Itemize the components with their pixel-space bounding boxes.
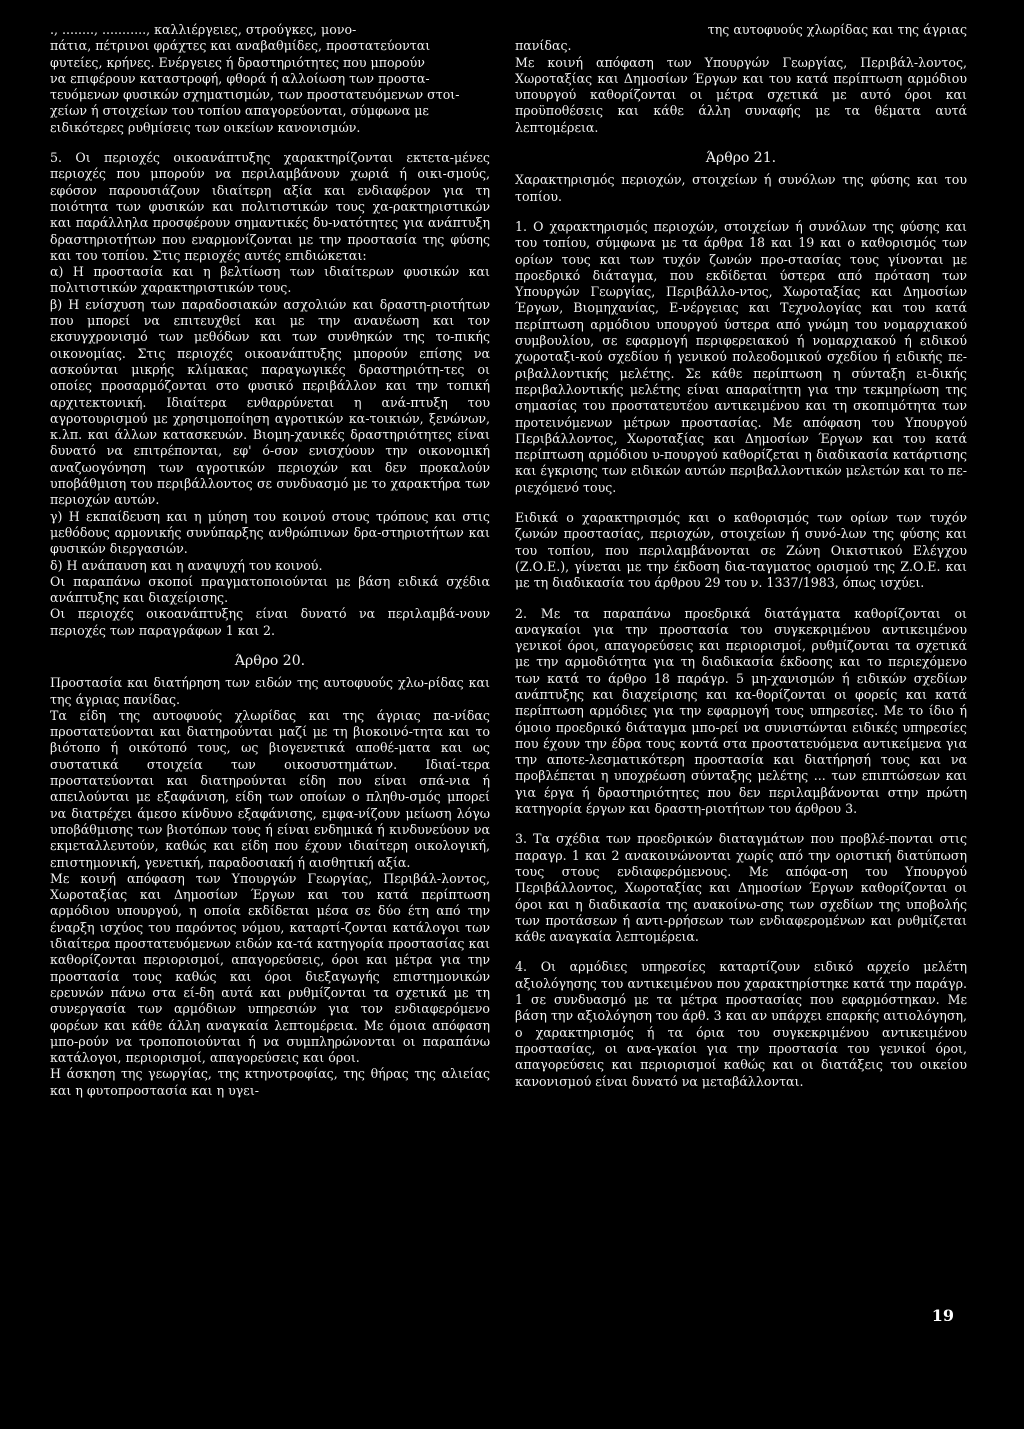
article-21-paragraph-1: 1. Ο χαρακτηρισμός περιοχών, στοιχείων ή συνόλων της φύσης και του τοπίου, σύμφωνα με τα άρθρα 18 και 19 και ο καθορισμός των ορίων τους και των τυχόν ζωνών προ-στασίας τους γίνονται με προεδρικό διάταγμα, που εκδίδεται ύστερα από πρόταση των Υπουργών Γεωργίας, Περιβάλλο-ντος, Χωροταξίας και Δημοσίων Έργων, Βιομηχανίας, Ε-νέργειας και Τεχνολογίας και του κατά περίπτωση αρμόδιου υπουργού ύστερα από γνώμη του νομαρχιακού συμβουλίου, σε εφαρμογή περιφερειακού ή νομαρχιακού ή ειδικού χωροταξι-κού σχεδίου ή γενικού πολεοδομικού σχεδίου ή ειδικής πε-ριβαλλοντικής μελέτης. Σε κάθε περίπτωση η σύνταξη ει-δικής περιβαλλοντικής μελέτης είναι απαραίτητη για την τεκμηρίωση της σημασίας του προστατευτέου αντικειμένου και τη σκοπιμότητα των προτεινόμενων μέτρων προστασίας. Με απόφαση του Υπουργού Περιβάλλοντος, Χωροταξίας και Δημοσίων Έργων και του κατά περίπτωση αρμόδιου υ-πουργού καθορίζεται η διαδικασία κατάρτισης και έγκρισης των ειδικών αυτών περιβαλλοντικών μελετών και το πε-ριεχόμενό τους.: [515, 218, 967, 495]
article-21-paragraph-3: 2. Με τα παραπάνω προεδρικά διατάγματα καθορίζονται οι αναγκαίοι για την προστασία του συγκεκριμένου αντικειμένου γενικοί όροι, απαγορεύσεις και περιορισμοί, ρυθμίζονται τα σχετικά με την αρμοδιότητα για τη διαδικασία έκδοσης και το περιεχόμενο των κατά το άρθρο 18 παράγρ. 5 μη-χανισμών ή ειδικών σχεδίων ανάπτυξης και διαχείρισης και κα-θορίζονται οι φορείς και κατά περίπτωση αρμόδιες για την εφαρμογή τους υπηρεσίες. Με το ίδιο ή όμοιο προεδρικό διάταγμα μπο-ρεί να συνιστώνται ειδικές υπηρεσίες που έχουν την έδρα τους κοντά στα προστατευόμενα αντικείμενα για την αποτε-λεσματικότερη προστασία και διατήρησή τους και να προβλέπεται η υποχρέωση σύνταξης μελέτης ... των επιπτώσεων και για έργα ή δραστηριότητες που δεν περιλαμβάνονται στην πρώτη κατηγορία έργων και δραστη-ριοτήτων του άρθρου 3.: [515, 605, 967, 817]
article19-para-line: πάτια, πέτρινοι φράχτες και αναβαθμίδες, προστατεύονται: [50, 38, 431, 54]
article-21-title: Άρθρο 21.: [705, 150, 777, 167]
article19-para-line: τευόμενων φυσικών σχηματισμών, των προστατευόμενων στοι-: [50, 87, 460, 103]
article19-para-line: φυτείες, κρήνες. Ενέργειες ή δραστηριότητες που μπορούν: [50, 54, 425, 70]
article19-para-line: να επιφέρουν καταστροφή, φθορά ή αλλοίωση των προστα-: [50, 70, 430, 86]
article19-para-line: ειδικότερες ρυθμίσεις των οικείων κανονισμών.: [50, 119, 361, 135]
article-21-paragraph-2: Ειδικά ο χαρακτηρισμός και ο καθορισμός των ορίων των τυχόν ζωνών προστασίας, περιοχών, στοιχείων ή συνό-λων της φύσης και του τοπίου, που περιλαμβάνονται σε Ζώνη Οικιστικού Ελέγχου (Ζ.Ο.Ε.), γίνεται με την έκδοση δια-ταγματος ορισμού της Ζ.Ο.Ε. και με τη διαδικασία του άρθρου 29 του ν. 1337/1983, όπως ισχύει.: [515, 510, 967, 591]
left-column: [50, 22, 490, 1099]
article-20-paragraph-3: Η άσκηση της γεωργίας, της κτηνοτροφίας, της θήρας της αλιείας και η φυτοπροστασία και η υγει-: [50, 1066, 490, 1098]
paragraph-5: 5. Οι περιοχές οικοανάπτυξης χαρακτηρίζονται εκτετα-μένες περιοχές που μπορούν να περιλαμβάνουν χωριά ή οικι-σμούς, εφόσον παρουσιάζουν ιδιαίτερη αξία και ενδιαφέρον για τη ποιότητα των φυσικών και πολιτιστικών τους χα-ρακτηριστικών και παράλληλα προσφέρουν σημαντικές δυ-νατότητες για ανάπτυξη δραστηριοτήτων που εναρμονίζονται με την προστασία της φύσης και του τοπίου. Στις περιοχές αυτές επιδιώκεται:: [50, 150, 490, 263]
article19-para-line: χείων ή στοιχείων του τοπίου απαγορεύονται, σύμφωνα με: [50, 103, 429, 119]
paragraph-f: Οι περιοχές οικοανάπτυξης είναι δυνατό να περιλαμβά-νουν περιοχές των παραγράφων 1 και 2.: [50, 606, 490, 638]
article-21-paragraph-5: 4. Οι αρμόδιες υπηρεσίες καταρτίζουν ειδικό αρχείο μελέτη αξιολόγησης του αντικειμένου που χαρακτηρίστηκε κατά την παράγρ. 1 σε συνδυασμό με τα μέτρα προστασίας που εφαρμόστηκαν. Με βάση την αξιολόγηση του άρθ. 3 και αν υπάρχει επαρκής αιτιολόγηση, ο χαρακτηρισμός ή τα όρια του συγκεκριμένου αντικειμένου προστασίας, οι ανα-γκαίοι για την προστασία του γενικοί όροι, απαγορεύσεις και περιορισμοί καθώς και οι διατάξεις του οικείου κανονισμού είναι δυνατό να μεταβάλλονται.: [515, 959, 967, 1089]
right-top-paragraph: Με κοινή απόφαση των Υπουργών Γεωργίας, Περιβάλ-λοντος, Χωροταξίας και Δημοσίων Έργων και του κατά περίπτωση αρμόδιου υπουργού καθορίζονται οι μέτρα σχετικά με αυτό όροι και προϋποθέσεις και κάθε άλλη συναφής με τα θέματα αυτά λεπτομέρεια.: [515, 54, 967, 135]
article-20-paragraph-2: Με κοινή απόφαση των Υπουργών Γεωργίας, Περιβάλ-λοντος, Χωροταξίας και Δημοσίων Έργων και του κατά περίπτωση αρμόδιου υπουργού, η οποία εκδίδεται μέσα σε δύο έτη από την έναρξη ισχύος του παρόντος νόμου, καταρτί-ζονται κατάλογοι των ιδιαίτερα προστατευόμενων ειδών κα-τά κατηγορία προστασίας και καθορίζονται περιορισμοί, απαγορεύσεις, όροι και μέτρα για την προστασία τους καθώς και όροι διεξαγωγής επιστημονικών ερευνών πάνω στα εί-δη αυτά και ρυθμίζονται τα σχετικά με τη συνεργασία των αρμόδιων υπηρεσιών για τον ενδιαφερόμενο φορέων και κάθε άλλη αναγκαία λεπτομέρεια. Με όμοια απόφαση μπο-ρούν να τροποποιούνται ή να συμπληρώνονται οι παραπάνω κατάλογοι, περιορισμοί, απαγορεύσεις και όροι.: [50, 870, 490, 1066]
item-b: β) Η ενίσχυση των παραδοσιακών ασχολιών και δραστη-ριοτήτων που μπορεί να επιτευχθεί και με την ανανέωση και τον εκσυγχρονισμό των μεθόδων και των συνθηκών της το-πικής οικονομίας. Στις περιοχές οικοανάπτυξης μπορούν επίσης να ασκούνται μικρής κλίμακας παραγωγικές δραστηριότη-τες οι οποίες προσαρμόζονται στο φυσικό περιβάλλον και την τοπική αρχιτεκτονική. Ιδιαίτερα ενθαρρύνεται η ανά-πτυξη του αγροτουρισμού με χρησιμοποίηση αγροτικών κα-τοικιών, ξενώνων, κ.λπ. και άλλων κατασκευών. Βιομη-χανικές δραστηριότητες είναι δυνατό να επιτρέπονται, εφ' ό-σον ενισχύουν την οικονομική αναζωογόνηση των αγροτικών περιοχών και δεν προκαλούν υποβάθμιση του περιβάλλοντος σε συνδυασμό με το χαρακτήρα των περιοχών αυτών.: [50, 296, 490, 508]
right-column: [515, 22, 967, 1090]
page-number: 19: [931, 1306, 954, 1325]
article-21-subtitle: Χαρακτηρισμός περιοχών, στοιχείων ή συνόλων της φύσης και του τοπίου.: [515, 172, 967, 204]
right-top-line: πανίδας.: [515, 38, 572, 54]
item-a: α) Η προστασία και η βελτίωση των ιδιαίτερων φυσικών και πολιτιστικών χαρακτηριστικών τους.: [50, 264, 490, 296]
article-20-subtitle: Προστασία και διατήρηση των ειδών της αυτοφυούς χλω-ρίδας και της άγριας πανίδας.: [50, 675, 490, 707]
article-20-title: Άρθρο 20.: [234, 652, 306, 669]
paragraph-e: Οι παραπάνω σκοποί πραγματοποιούνται με βάση ειδικά σχέδια ανάπτυξης και διαχείρισης.: [50, 573, 490, 606]
item-c: γ) Η εκπαίδευση και η μύηση του κοινού στους τρόπους και στις μεθόδους αρμονικής συνύπαρξης ανθρώπινων δρα-στηριοτήτων και φυσικών διεργασιών.: [50, 508, 490, 557]
article19-para-line: ., ........, ..........., καλλιέργειες, στρούγκες, μονο-: [50, 22, 357, 37]
item-d: δ) Η ανάπαυση και η αναψυχή του κοινού.: [50, 557, 323, 573]
article-21-paragraph-4: 3. Τα σχέδια των προεδρικών διαταγμάτων που προβλέ-πονται στις παραγρ. 1 και 2 ανακοινώνονται χωρίς από την οριστική διατύπωση τους στους ενδιαφερόμενους. Με απόφα-ση του Υπουργού Περιβάλλοντος, Χωροταξίας και Δημοσίων Έργων καθορίζονται οι όροι και η διαδικασία της ανακοίνω-σης των σχεδίων της υποβολής των προτάσεων ή αντι-ρρήσεων των ενδιαφερομένων και ρυθμίζεται κάθε αναγκαία λεπτομέρεια.: [515, 831, 967, 945]
right-top-line: της αυτοφυούς χλωρίδας και της άγριας: [707, 22, 967, 37]
article-20-paragraph-1: Τα είδη της αυτοφυούς χλωρίδας και της άγριας πα-νίδας προστατεύονται και διατηρούνται μαζί με τη βιοκοινό-τητα και το βιότοπο ή οικότοπό τους, ως βιογενετικά αποθέ-ματα και ως συστατικά στοιχεία των οικοσυστημάτων. Ιδιαί-τερα προστατεύονται και διατηρούνται είδη που είναι σπά-νια ή απειλούνται με εξαφάνιση, είδη των οποίων ο πληθυ-σμός μπορεί να διατρέχει άμεσο κίνδυνο εξαφάνισης, εμφα-νίζουν μείωση λόγω υποβάθμισης των βιοτόπων τους ή είναι ενδημικά ή κινδυνεύουν να εκμεταλλευτούν, καθώς και είδη που έχουν ιδιαίτερη οικολογική, επιστημονική, γενετική, παραδοσιακή ή αισθητική αξία.: [50, 707, 490, 870]
